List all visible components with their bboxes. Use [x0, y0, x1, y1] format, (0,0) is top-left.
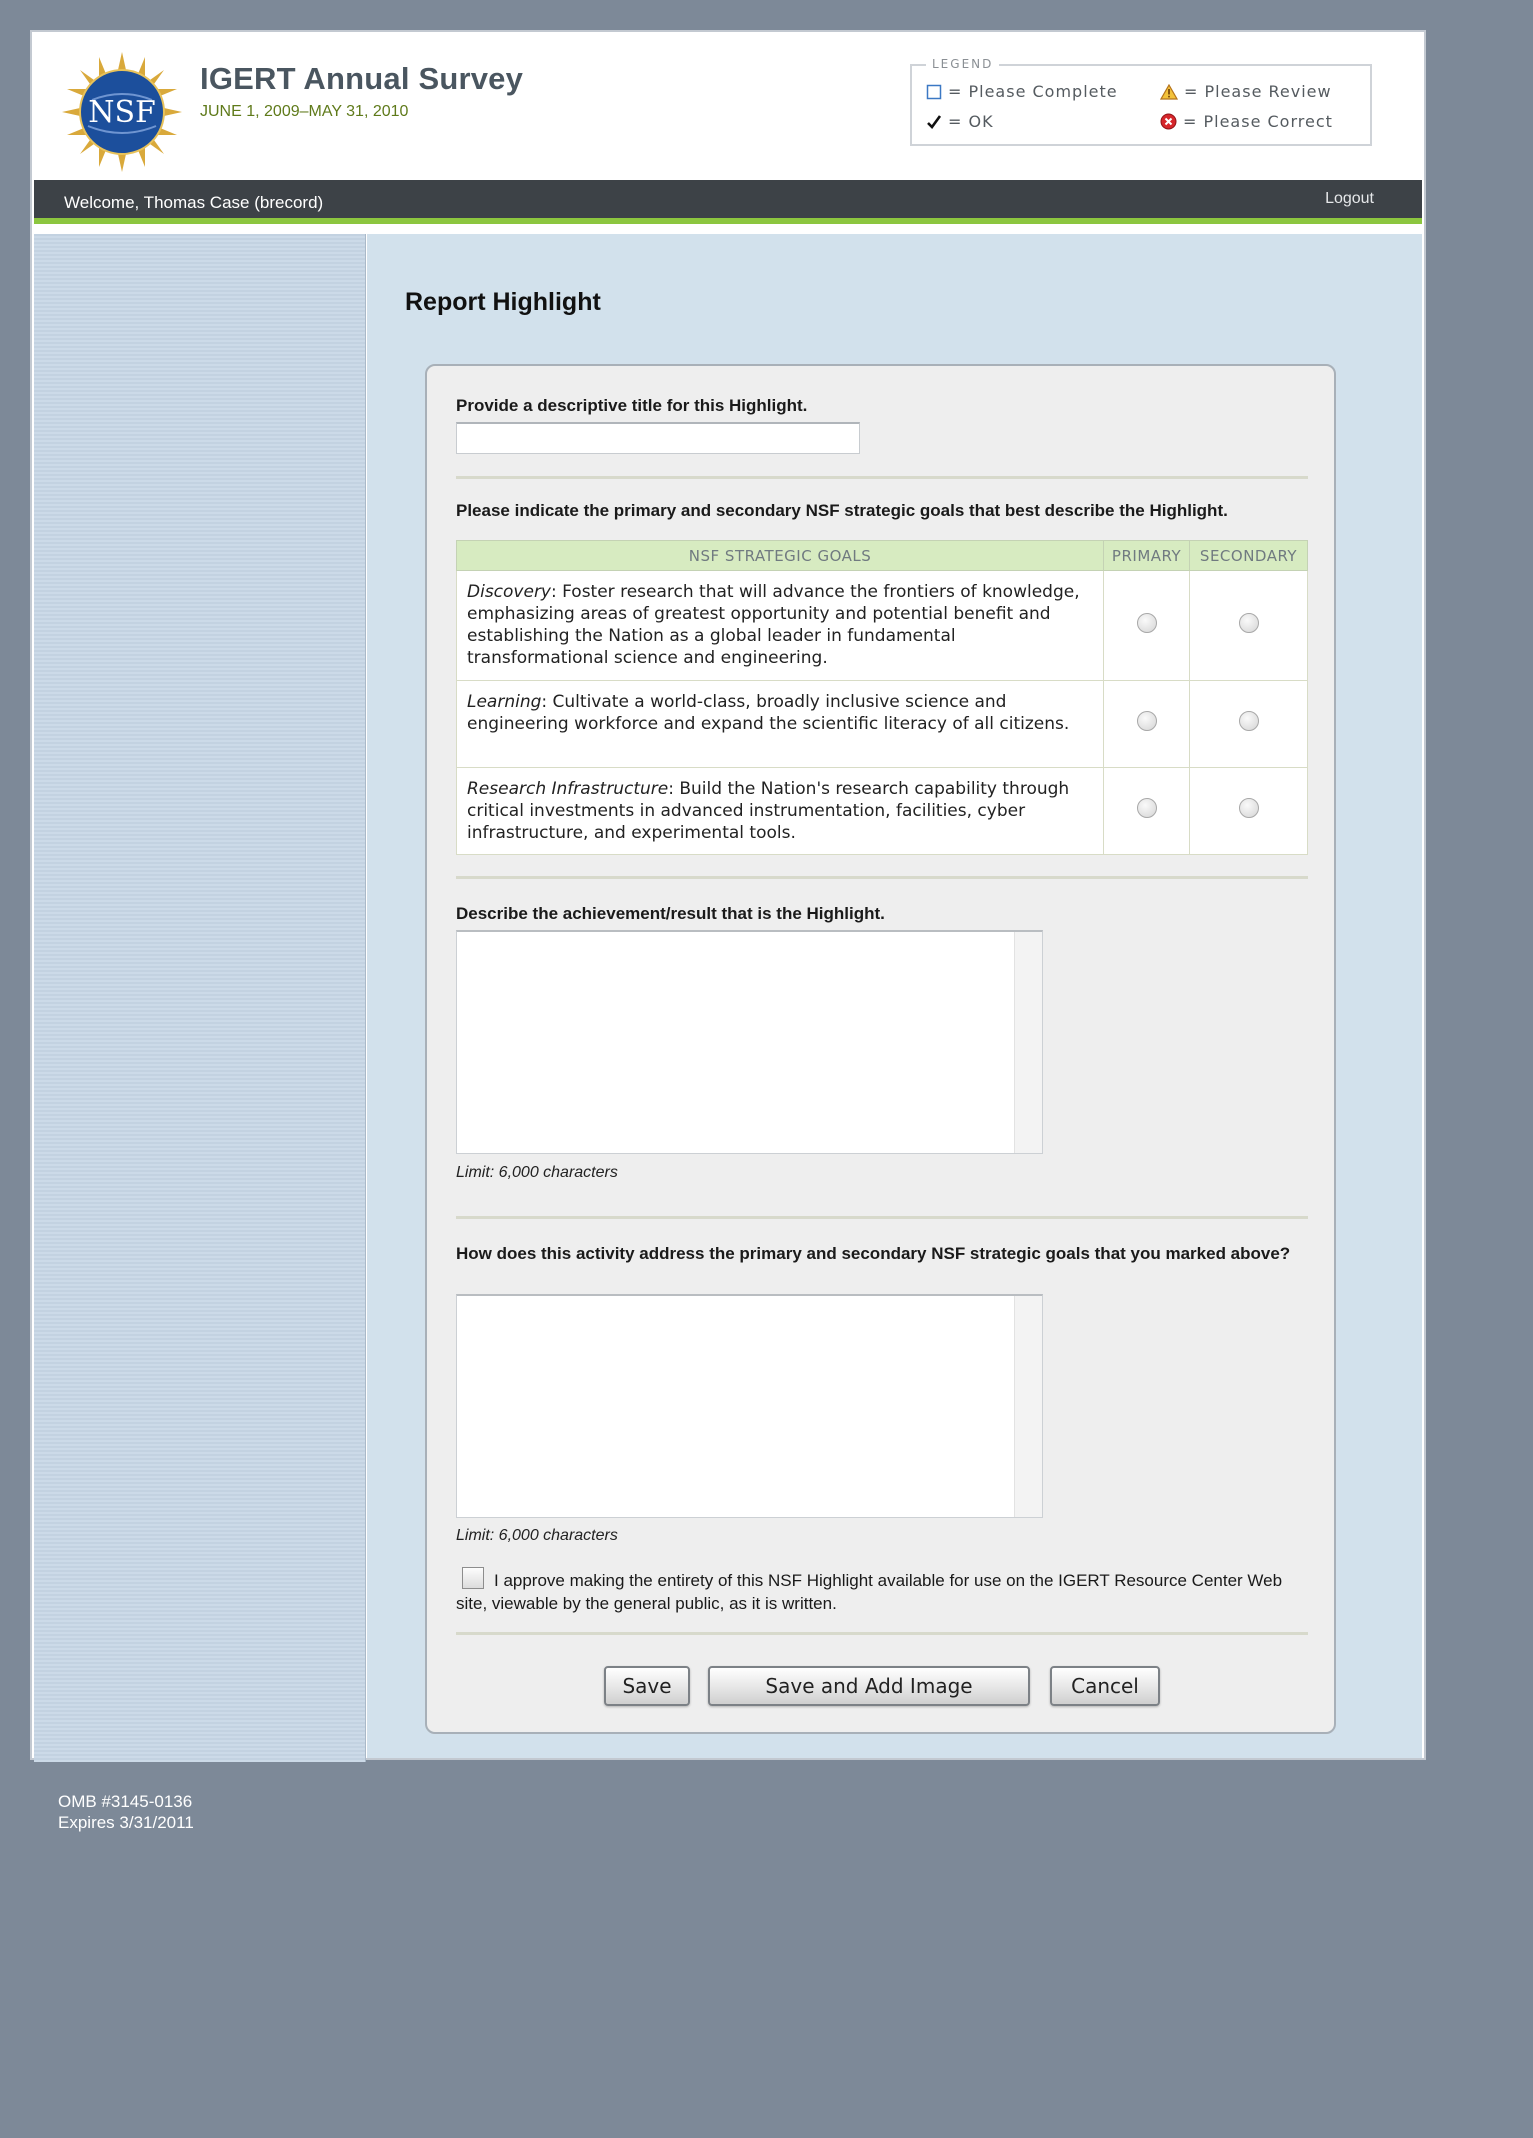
save-and-add-image-button[interactable]: Save and Add Image [708, 1666, 1030, 1706]
research-secondary-radio[interactable] [1239, 798, 1259, 818]
top-navbar [34, 180, 1422, 224]
table-row [457, 768, 1308, 855]
secondary-header: SECONDARY [1190, 541, 1308, 571]
address-question: How does this activity address the primary and secondary NSF strategic goals that you marked above? [456, 1244, 1291, 1263]
app-title: IGERT Annual Survey [200, 61, 524, 96]
sidebar [34, 234, 366, 1762]
discovery-primary-radio[interactable] [1137, 613, 1157, 633]
legend-title: LEGEND [926, 57, 999, 71]
address-textarea[interactable] [456, 1294, 1043, 1518]
goal-learning: Learning: Cultivate a world-class, broadly inclusive science and engineering workforce and expand the scientific literacy of all citizens. [457, 681, 1104, 768]
discovery-secondary-radio[interactable] [1239, 613, 1259, 633]
table-row [457, 681, 1308, 768]
cancel-button[interactable]: Cancel [1050, 1666, 1160, 1706]
goal-discovery: Discovery: Foster research that will advance the frontiers of knowledge, emphasizing areas of greatest opportunity and potential benefit and establishing the Nation as a global leader in fundamental transformational science and engineering. [457, 571, 1104, 681]
omb-number: OMB #3145-0136 [58, 1792, 193, 1811]
scrollbar[interactable] [1014, 1296, 1042, 1517]
strategic-goals-table [456, 540, 1308, 855]
table-row [457, 571, 1308, 681]
error-icon [1160, 113, 1177, 130]
goals-header: NSF STRATEGIC GOALS [457, 541, 1104, 571]
footer [58, 1791, 194, 1833]
empty-checkbox-icon [926, 84, 942, 100]
divider [456, 1632, 1308, 1635]
primary-header: PRIMARY [1104, 541, 1190, 571]
achievement-question: Describe the achievement/result that is the Highlight. [456, 904, 885, 923]
divider [456, 876, 1308, 879]
address-limit: Limit: 6,000 characters [456, 1527, 618, 1544]
legend [910, 57, 1372, 146]
survey-dates: JUNE 1, 2009–MAY 31, 2010 [200, 103, 409, 120]
page-title: Report Highlight [405, 288, 601, 316]
legend-please-correct: = Please Correct [1160, 112, 1333, 131]
nsf-logo [62, 52, 182, 172]
divider [456, 1216, 1308, 1219]
legend-please-complete: = Please Complete [926, 82, 1118, 101]
highlight-form [425, 364, 1336, 1734]
legend-please-review: = Please Review [1160, 82, 1332, 101]
welcome-text: Welcome, Thomas Case (brecord) [64, 193, 324, 212]
expiration-date: Expires 3/31/2011 [58, 1813, 194, 1832]
save-button[interactable]: Save [604, 1666, 690, 1706]
goals-question: Please indicate the primary and secondary NSF strategic goals that best describe the Highlight. [456, 501, 1228, 520]
goal-research-infrastructure: Research Infrastructure: Build the Nation's research capability through critical investments in advanced instrumentation, facilities, cyber infrastructure, and experimental tools. [457, 768, 1104, 855]
learning-primary-radio[interactable] [1137, 711, 1157, 731]
logout-link[interactable]: Logout [1325, 190, 1374, 207]
title-input[interactable] [456, 422, 860, 454]
checkmark-icon [926, 114, 942, 130]
achievement-limit: Limit: 6,000 characters [456, 1164, 618, 1181]
achievement-textarea[interactable] [456, 930, 1043, 1154]
legend-ok: = OK [926, 112, 994, 131]
header [32, 32, 1424, 180]
svg-text:NSF: NSF [88, 95, 156, 130]
warning-icon [1160, 84, 1178, 100]
scrollbar[interactable] [1014, 932, 1042, 1153]
divider [456, 476, 1308, 479]
approve-text: I approve making the entirety of this NSF Highlight available for use on the IGERT Resource Center Web site, viewable by the general public, as it is written. [456, 1571, 1283, 1613]
research-primary-radio[interactable] [1137, 798, 1157, 818]
approve-checkbox[interactable] [462, 1567, 484, 1589]
learning-secondary-radio[interactable] [1239, 711, 1259, 731]
title-question: Provide a descriptive title for this Highlight. [456, 396, 808, 415]
